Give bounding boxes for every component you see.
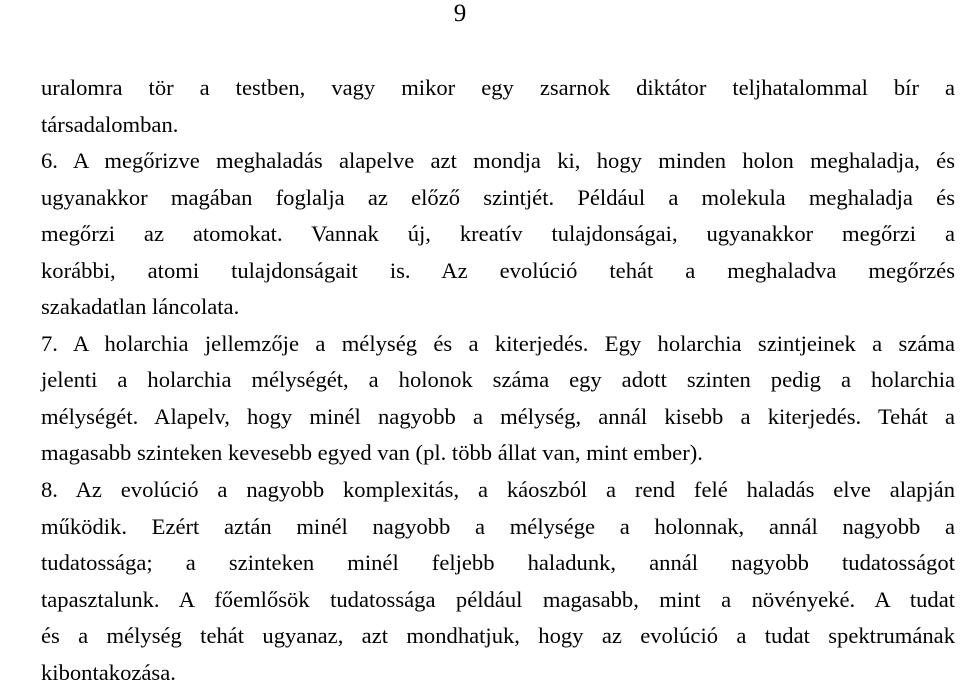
document-body bbox=[41, 70, 955, 691]
list-item-6-line: 6. A megőrizve meghaladás alapelve azt mondja ki, hogy minden holon meghaladja, és bbox=[41, 148, 955, 174]
text-line: magasabb szinteken kevesebb egyed van (pl. több állat van, mint ember). bbox=[41, 440, 703, 466]
text-line: ugyanakkor magában foglalja az előző szintjét. Például a molekula meghaladja és bbox=[41, 184, 955, 210]
text-line: jelenti a holarchia mélységét, a holonok száma egy adott szinten pedig a holarchia bbox=[41, 367, 955, 393]
text-line: mélységét. Alapelv, hogy minél nagyobb a mélység, annál kisebb a kiterjedés. Tehát a bbox=[41, 403, 955, 429]
page-number: 9 bbox=[453, 0, 467, 27]
text-line: társadalomban. bbox=[41, 111, 179, 137]
list-item-8-line: 8. Az evolúció a nagyobb komplexitás, a káoszból a rend felé haladás elve alapján bbox=[41, 477, 955, 503]
text-line: uralomra tör a testben, vagy mikor egy zsarnok diktátor teljhatalommal bír a bbox=[41, 75, 955, 100]
text-line: korábbi, atomi tulajdonságait is. Az evolúció tehát a meghaladva megőrzés bbox=[41, 257, 955, 283]
text-line: kibontakozása. bbox=[41, 659, 176, 685]
text-line: működik. Ezért aztán minél nagyobb a mélysége a holonnak, annál nagyobb a bbox=[41, 513, 955, 539]
text-line: és a mélység tehát ugyanaz, azt mondhatjuk, hogy az evolúció a tudat spektrumának bbox=[41, 623, 955, 649]
text-line: tapasztalunk. A főemlősök tudatossága például magasabb, mint a növényeké. A tudat bbox=[41, 586, 955, 612]
text-line: megőrzi az atomokat. Vannak új, kreatív tulajdonságai, ugyanakkor megőrzi a bbox=[41, 221, 955, 247]
list-item-7-line: 7. A holarchia jellemzője a mélység és a kiterjedés. Egy holarchia szintjeinek a száma bbox=[41, 330, 955, 356]
text-line: szakadatlan láncolata. bbox=[41, 294, 240, 320]
text-line: tudatossága; a szinteken minél feljebb haladunk, annál nagyobb tudatosságot bbox=[41, 550, 955, 576]
